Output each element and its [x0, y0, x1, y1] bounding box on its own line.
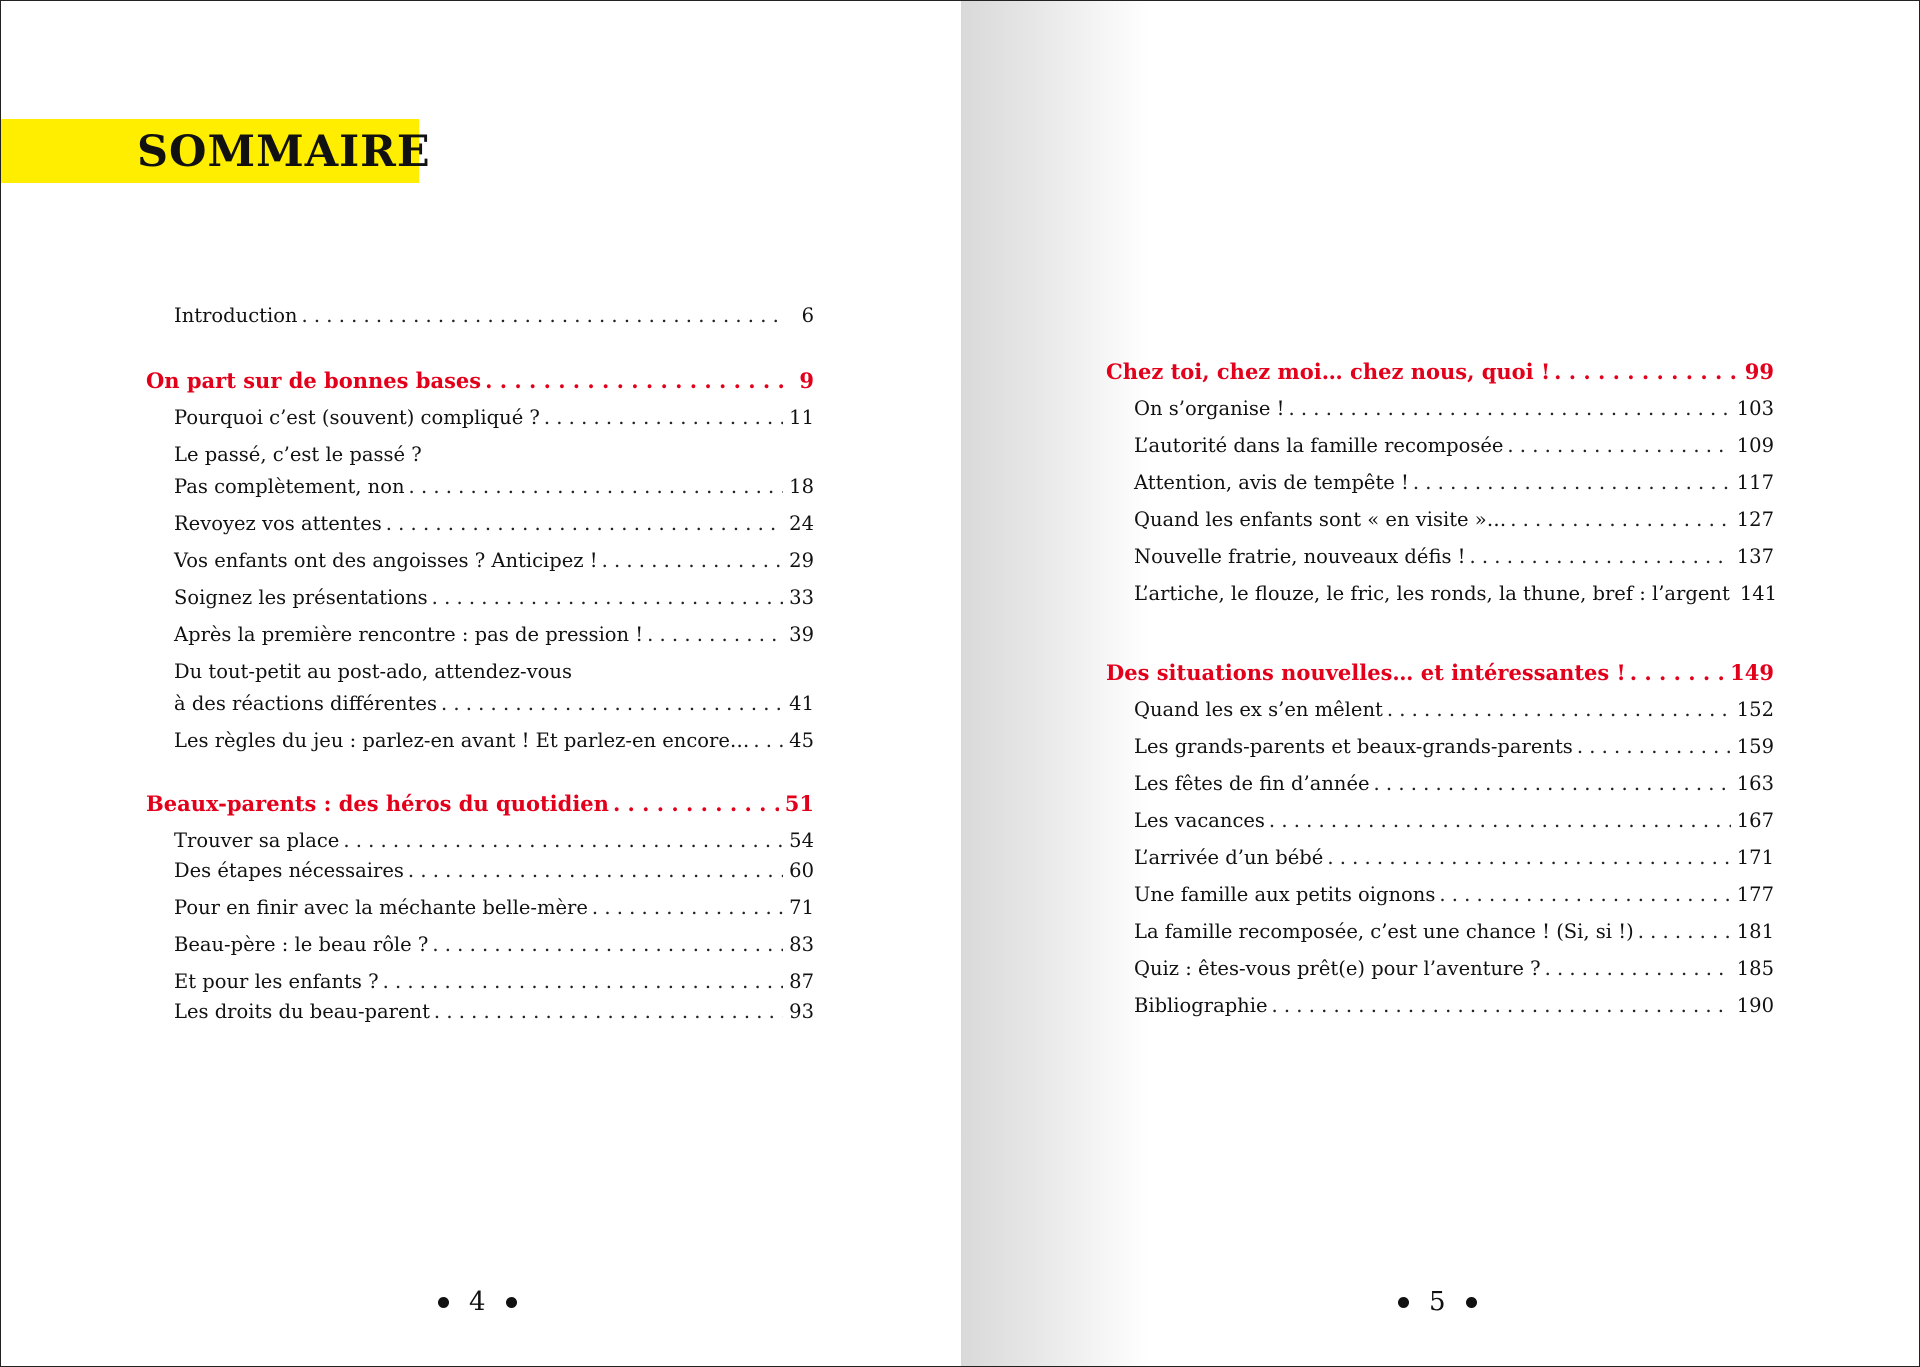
toc-entry-page: 163 [1736, 772, 1774, 795]
toc-entry [174, 472, 814, 502]
toc-entry-page: 33 [789, 586, 814, 609]
dot-leader [409, 472, 784, 502]
toc-entry-title: à des réactions différentes [174, 692, 437, 715]
dot-leader [485, 365, 784, 397]
toc-entry-page: 39 [789, 623, 814, 646]
toc-section-4 [1106, 657, 1774, 689]
toc-entry-page: 71 [789, 896, 814, 919]
toc-entry-title: L’arrivée d’un bébé [1134, 846, 1324, 869]
toc-entry-page: 127 [1736, 508, 1774, 531]
dot-leader [432, 930, 783, 960]
toc-entry [174, 620, 814, 650]
toc-entry [1134, 579, 1778, 609]
toc-entry [174, 930, 814, 960]
toc-entry-title: Pour en finir avec la méchante belle-mère [174, 896, 588, 919]
dot-leader [1413, 468, 1731, 498]
dot-leader [592, 893, 783, 923]
section-page: 149 [1730, 660, 1774, 685]
dot-leader [1269, 806, 1731, 836]
toc-entry [174, 689, 814, 719]
section-page: 51 [784, 791, 814, 816]
toc-entry-page: 24 [789, 512, 814, 535]
dot-leader [1374, 769, 1731, 799]
toc-entry-page: 137 [1736, 545, 1774, 568]
toc-entry-title: Nouvelle fratrie, nouveaux défis ! [1134, 545, 1466, 568]
section-title: On part sur de bonnes bases [146, 368, 482, 393]
section-page: 99 [1744, 359, 1774, 384]
toc-entry-page: 167 [1736, 809, 1774, 832]
toc-entry-title: Les droits du beau-parent [174, 1000, 430, 1023]
dot-leader [434, 997, 783, 1027]
toc-entry [174, 509, 814, 539]
toc-entry [1134, 954, 1774, 984]
toc-entry-page: 6 [801, 304, 814, 327]
toc-entry-page: 41 [789, 692, 814, 715]
toc-right [1106, 356, 1778, 1021]
page-number-right [1398, 1285, 1477, 1319]
toc-entry-title: La famille recomposée, c’est une chance ! (Si, si !) [1134, 920, 1634, 943]
toc-entry [1134, 695, 1774, 725]
toc-entry-page: 181 [1736, 920, 1774, 943]
dot-leader [1510, 505, 1731, 535]
toc-entry-title: Revoyez vos attentes [174, 512, 382, 535]
toc-entry [1134, 880, 1774, 910]
toc-entry-page: 83 [789, 933, 814, 956]
toc-entry-page: 11 [789, 406, 814, 429]
toc-section-1 [146, 365, 814, 397]
toc-entry-title: Trouver sa place [174, 829, 340, 852]
section-title: Des situations nouvelles… et intéressantes ! [1106, 660, 1626, 685]
dot-leader [544, 403, 783, 433]
page-number-left [438, 1285, 517, 1319]
toc-entry [1134, 843, 1774, 873]
toc-entry-title-line1: Le passé, c’est le passé ? [174, 443, 422, 466]
dot-leader [302, 301, 785, 331]
page-title: SOMMAIRE [137, 127, 431, 177]
dot-leader [441, 689, 783, 719]
toc-entry-page: 103 [1736, 397, 1774, 420]
toc-entry-page: 190 [1736, 994, 1774, 1017]
toc-entry-title: Les grands-parents et beaux-grands-parents [1134, 735, 1573, 758]
toc-entry-title: Quiz : êtes-vous prêt(e) pour l’aventure ? [1134, 957, 1541, 980]
toc-entry [1134, 542, 1774, 572]
toc-entry-title: Bibliographie [1134, 994, 1268, 1017]
toc-entry-title: L’autorité dans la famille recomposée [1134, 434, 1504, 457]
toc-entry-title: Vos enfants ont des angoisses ? Anticipez ! [174, 549, 598, 572]
toc-entry [174, 997, 814, 1027]
dot-leader [1507, 431, 1730, 461]
dot-leader [1577, 732, 1731, 762]
toc-entry-title: Quand les ex s’en mêlent [1134, 698, 1383, 721]
toc-entry [174, 826, 814, 856]
toc-entry-page: 18 [789, 475, 814, 498]
toc-entry-title: Et pour les enfants ? [174, 970, 379, 993]
toc-entry-page: 141 [1739, 582, 1778, 605]
toc-entry-title: Pourquoi c’est (souvent) compliqué ? [174, 406, 540, 429]
toc-entry-page: 171 [1736, 846, 1774, 869]
toc-entry-page: 152 [1736, 698, 1774, 721]
toc-section-3 [1106, 356, 1774, 388]
toc-entry-title: Les fêtes de fin d’année [1134, 772, 1370, 795]
toc-entry-title: Les vacances [1134, 809, 1265, 832]
dot-leader [1638, 917, 1731, 947]
toc-entry-title: Attention, avis de tempête ! [1134, 471, 1409, 494]
toc-entry [174, 583, 814, 613]
left-page [1, 1, 961, 1366]
dot-leader [647, 620, 783, 650]
dot-leader [1470, 542, 1731, 572]
toc-section-2 [146, 788, 814, 820]
toc-entry [1134, 991, 1774, 1021]
toc-entry-page: 29 [789, 549, 814, 572]
toc-entry [174, 726, 814, 756]
section-page: 9 [799, 368, 814, 393]
toc-entry-page: 185 [1736, 957, 1774, 980]
toc-entry-page: 93 [789, 1000, 814, 1023]
toc-entry [1134, 917, 1774, 947]
toc-entry [174, 856, 814, 886]
toc-entry-title: Quand les enfants sont « en visite »… [1134, 508, 1507, 531]
dot-leader [602, 546, 784, 576]
toc-entry [174, 546, 814, 576]
toc-entry-title: L’artiche, le flouze, le fric, les ronds, la thune, bref : l’argent [1134, 582, 1730, 605]
dot-leader [1327, 843, 1730, 873]
toc-entry-page: 109 [1736, 434, 1774, 457]
page-number: 5 [1429, 1287, 1446, 1317]
toc-entry [174, 893, 814, 923]
dot-leader [383, 967, 784, 997]
bullet-icon [506, 1297, 517, 1308]
toc-entry-page: 45 [789, 729, 814, 752]
toc-entry-title: Pas complètement, non [174, 475, 405, 498]
toc-entry [1134, 769, 1774, 799]
toc-entry-title: Beau-père : le beau rôle ? [174, 933, 429, 956]
dot-leader [1272, 991, 1731, 1021]
bullet-icon [1466, 1297, 1477, 1308]
bullet-icon [438, 1297, 449, 1308]
dot-leader [1387, 695, 1731, 725]
dot-leader [753, 726, 783, 756]
toc-entry [1134, 394, 1774, 424]
toc-left [146, 301, 814, 1027]
toc-entry-page: 177 [1736, 883, 1774, 906]
toc-entry-introduction [174, 301, 814, 331]
toc-entry-title: Soignez les présentations [174, 586, 428, 609]
toc-entry-title: Les règles du jeu : parlez-en avant ! Et parlez-en encore… [174, 729, 750, 752]
dot-leader [1545, 954, 1731, 984]
page-number: 4 [469, 1287, 486, 1317]
dot-leader [1439, 880, 1730, 910]
toc-entry [1134, 468, 1774, 498]
dot-leader [1630, 657, 1724, 689]
toc-entry-title-line1: Du tout-petit au post-ado, attendez-vous [174, 660, 572, 683]
section-title: Chez toi, chez moi… chez nous, quoi ! [1106, 359, 1551, 384]
section-title: Beaux-parents : des héros du quotidien [146, 791, 609, 816]
toc-entry-title: Introduction [174, 304, 298, 327]
bullet-icon [1398, 1297, 1409, 1308]
toc-entry-page: 87 [789, 970, 814, 993]
toc-entry [174, 967, 814, 997]
dot-leader [1289, 394, 1731, 424]
toc-entry-title: Après la première rencontre : pas de pression ! [174, 623, 644, 646]
toc-entry-page: 54 [789, 829, 814, 852]
dot-leader [1554, 356, 1739, 388]
dot-leader [386, 509, 783, 539]
toc-entry-title: Des étapes nécessaires [174, 859, 404, 882]
toc-entry-title: Une famille aux petits oignons [1134, 883, 1436, 906]
toc-entry-page: 60 [789, 859, 814, 882]
toc-entry [1134, 505, 1774, 535]
dot-leader [408, 856, 783, 886]
toc-entry [1134, 431, 1774, 461]
dot-leader [613, 788, 779, 820]
dot-leader [343, 826, 783, 856]
toc-entry [1134, 806, 1774, 836]
dot-leader [432, 583, 784, 613]
toc-entry-page: 117 [1736, 471, 1774, 494]
toc-entry [1134, 732, 1774, 762]
toc-entry-page: 159 [1736, 735, 1774, 758]
toc-entry [174, 403, 814, 433]
right-page [961, 1, 1919, 1366]
toc-entry-title: On s’organise ! [1134, 397, 1285, 420]
